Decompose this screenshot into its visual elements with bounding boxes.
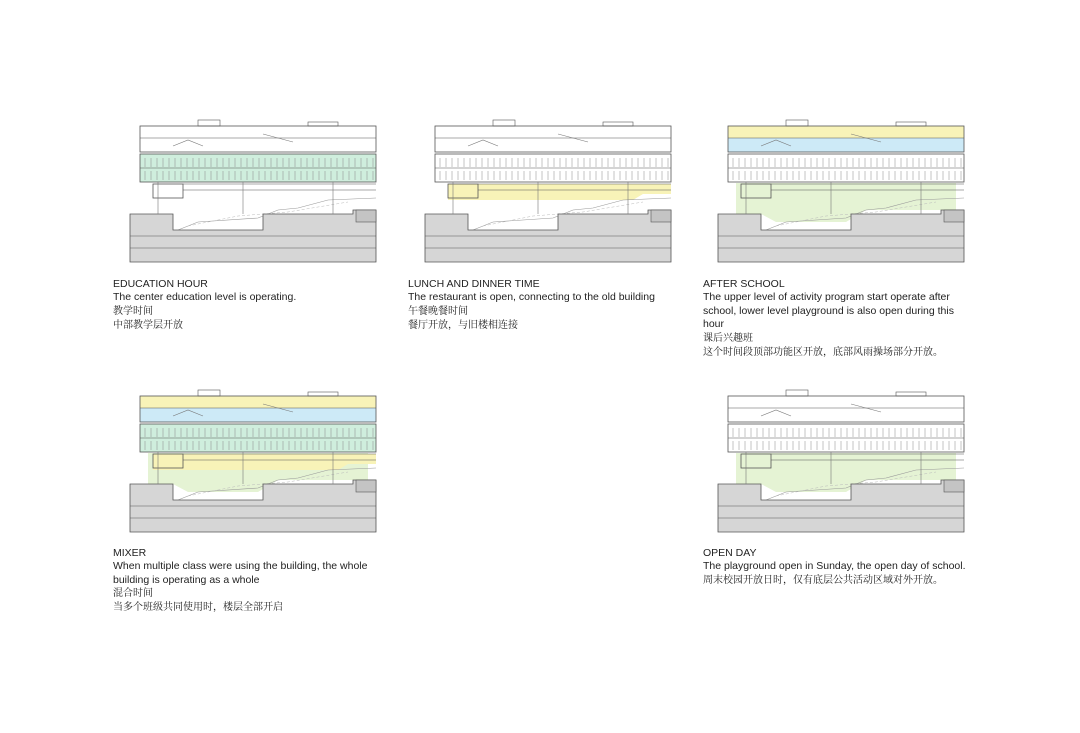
roof-structure [896,392,926,396]
caption-cn-title: 课后兴趣班 [703,332,753,344]
stair-core [944,480,964,492]
roof-structure [308,392,338,396]
section-education-hour [128,118,398,268]
stair-line [173,140,203,146]
caption-title: EDUCATION HOUR [113,278,208,290]
stair-line [761,410,791,416]
caption-cn-description: 当多个班级共同使用时，楼层全部开启 [113,602,283,614]
window-mullions [440,171,668,180]
upper-level-highlight [140,396,376,408]
roof-structure [896,122,926,126]
caption-description: The restaurant is open, connecting to the old building [408,291,655,304]
caption-mixer [113,547,383,615]
upper-level-outline [435,126,671,152]
stair-core [356,210,376,222]
caption-lunch-dinner [408,278,678,333]
window-mullions [733,441,961,450]
building-section-drawing [716,388,976,538]
window-mullions [733,158,961,167]
window-mullions [733,428,961,437]
section-open-day [716,388,986,538]
building-section-drawing [128,388,388,538]
roof-structure [308,122,338,126]
caption-title: MIXER [113,547,147,559]
restaurant-box [153,184,183,198]
restaurant-level-highlight [448,184,671,200]
caption-cn-title: 混合时间 [113,588,153,600]
roof-structure [603,122,633,126]
stair-core [944,210,964,222]
stair-core [356,480,376,492]
caption-title: OPEN DAY [703,547,757,559]
roof-structure [198,120,220,126]
caption-cn-title: 教学时间 [113,305,153,317]
building-section-drawing [423,118,683,268]
building-section-drawing [128,118,388,268]
upper-level-highlight [728,126,964,138]
section-mixer [128,388,398,538]
roof-structure [786,120,808,126]
caption-description: When multiple class were using the building, the whole building is operating as a whole [113,560,368,586]
stair-core [651,210,671,222]
caption-description: The center education level is operating. [113,291,297,304]
upper-level-outline [728,396,964,422]
caption-description: The playground open in Sunday, the open day of school. [703,560,966,573]
upper-level-outline [140,126,376,152]
caption-cn-description: 这个时间段顶部功能区开放，底部风雨操场部分开放。 [703,346,943,358]
section-after-school [716,118,986,268]
caption-title: LUNCH AND DINNER TIME [408,278,540,290]
window-mullions [440,158,668,167]
roof-structure [493,120,515,126]
caption-title: AFTER SCHOOL [703,278,785,290]
caption-after-school [703,278,973,360]
section-lunch-dinner [423,118,693,268]
building-section-drawing [716,118,976,268]
roof-structure [198,390,220,396]
caption-description: The upper level of activity program start operate after school, lower level playground is also open during this hour [703,291,954,331]
window-mullions [733,171,961,180]
caption-cn-description: 中部教学层开放 [113,319,183,331]
caption-cn-title: 午餐晚餐时间 [408,305,468,317]
caption-cn-description: 餐厅开放，与旧楼相连接 [408,319,518,331]
caption-education-hour [113,278,383,333]
caption-cn-title: 周末校园开放日时，仅有底层公共活动区域对外开放。 [703,574,943,586]
roof-structure [786,390,808,396]
caption-open-day [703,547,973,588]
stair-line [468,140,498,146]
